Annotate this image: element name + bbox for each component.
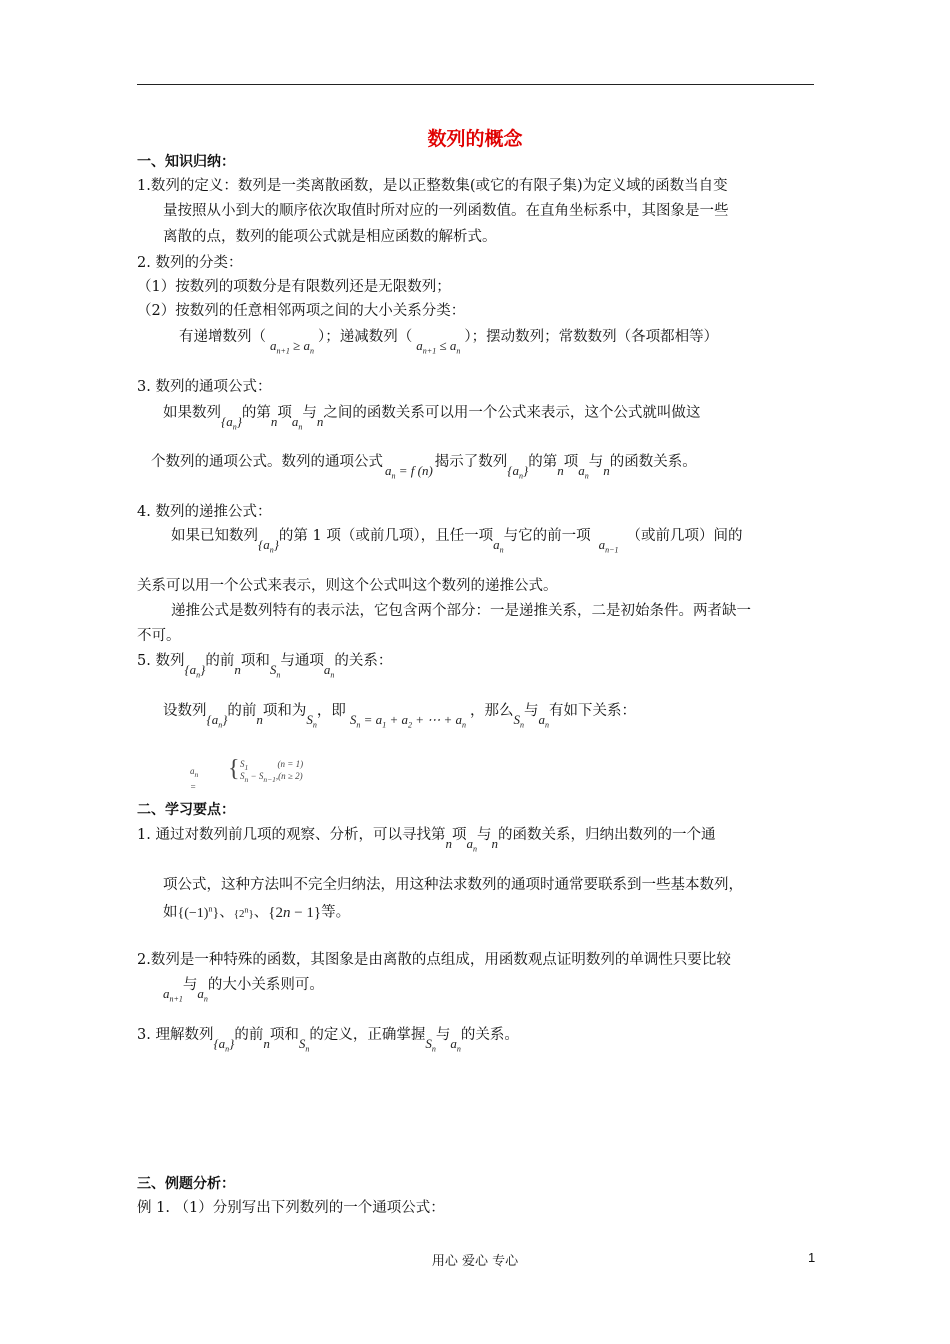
text-fragment: 项 xyxy=(451,827,467,843)
para-sum-relation-1 xyxy=(163,701,637,730)
formula-sn: $S_n$ xyxy=(425,1036,436,1054)
formula-an: $a_n$ xyxy=(291,414,303,432)
text-fragment: 如果已知数列 xyxy=(171,528,258,544)
brace-icon: { xyxy=(228,756,240,782)
para-key-point-1 xyxy=(137,825,716,854)
formula-an: $a_n$ xyxy=(538,712,550,730)
formula-seq: $\{a_n\}$ xyxy=(213,1036,235,1054)
para-definition-1: 1.数列的定义：数列是一类离散函数，是以正整数集(或它的有限子集)为定义域的函数当自变 xyxy=(137,178,728,194)
text-fragment: 3. 理解数列 xyxy=(137,1027,214,1043)
page-title: 数列的概念 xyxy=(427,128,523,150)
formula-sn: $S_n$ xyxy=(513,712,525,730)
text-fragment: 的函数关系。 xyxy=(609,454,697,470)
para-definition-2: 量按照从小到大的顺序依次取值时所对应的一列函数值。在直角坐标系中，其图象是一些 xyxy=(163,203,729,219)
formula-sn: $S_n$ xyxy=(306,712,317,730)
formula-an-fn: $a_n = f$ (n) xyxy=(385,463,433,481)
formula-odd: {2n − 1} xyxy=(268,904,322,921)
formula-increasing: $a_{n+1} \ge a_n$ xyxy=(270,338,315,356)
text-fragment: 之间的函数关系可以用一个公式来表示，这个公式就叫做这 xyxy=(323,405,701,421)
text-fragment: 设数列 xyxy=(163,703,207,719)
text-fragment: ，即 xyxy=(316,703,346,719)
formula-seq: $\{a_n\}$ xyxy=(507,463,529,481)
para-recurrence-1 xyxy=(171,526,743,555)
text-fragment: ，那么 xyxy=(470,703,514,719)
formula-2-pow: {2$^n$} xyxy=(233,905,254,920)
text-fragment: 的第 xyxy=(241,405,271,421)
formula-seq: $\{a_n\}$ xyxy=(206,712,228,730)
text-fragment: 等。 xyxy=(321,904,351,921)
formula-an: $a_n$ xyxy=(578,463,589,481)
text-fragment: ）；摆动数列；常数数列（各项都相等） xyxy=(464,329,719,345)
footer-motto: 用心 爱心 专心 xyxy=(431,1254,519,1269)
section-1-heading: 一、知识归纳： xyxy=(137,154,235,170)
para-general-term: 3. 数列的通项公式： xyxy=(137,379,272,395)
text-fragment: 有如下关系： xyxy=(549,703,637,719)
formula-an: $a_n$ xyxy=(466,836,477,854)
para-general-term-2 xyxy=(151,452,697,481)
text-fragment: 的前 xyxy=(227,703,257,719)
formula-n: n xyxy=(256,712,263,727)
para-classification: 2. 数列的分类： xyxy=(137,255,243,271)
text-fragment: 如 xyxy=(163,904,178,921)
text-fragment: 、 xyxy=(219,904,234,921)
formula-an-1: $a_{n-1}$ xyxy=(598,537,619,555)
text-fragment: 5. 数列 xyxy=(137,653,185,669)
formula-n: n xyxy=(557,463,564,478)
text-fragment: 的大小关系则可。 xyxy=(207,977,324,993)
text-fragment: （或前几项）间的 xyxy=(626,528,743,544)
text-fragment: 的前 xyxy=(205,653,235,669)
text-fragment: 与 xyxy=(182,977,198,993)
formula-n: n xyxy=(316,414,324,429)
text-fragment: 的函数关系，归纳出数列的一个通 xyxy=(497,827,716,843)
formula-n: n xyxy=(263,1036,270,1051)
para-sum-relation xyxy=(137,651,393,680)
formula-neg1-pow: $\{(-1)^n\}$ xyxy=(177,904,220,921)
text-fragment: 与 xyxy=(588,454,604,470)
text-fragment: 的第 xyxy=(528,454,558,470)
text-fragment: 如果数列 xyxy=(163,405,221,421)
formula-an: $a_n$ xyxy=(197,986,208,1004)
text-fragment: 的关系。 xyxy=(460,1027,519,1043)
text-fragment: 项和 xyxy=(269,1027,299,1043)
formula-seq: $\{a_n\}$ xyxy=(184,662,206,680)
para-classification-3 xyxy=(179,327,719,356)
text-fragment: 与它的前一项 xyxy=(503,528,591,544)
text-fragment: 的关系： xyxy=(334,653,393,669)
formula-sn: $S_n$ xyxy=(269,662,281,680)
formula-an-lhs: $a_n$ = xyxy=(190,766,199,792)
text-fragment: 的前 xyxy=(234,1027,264,1043)
para-general-term-1 xyxy=(163,403,701,432)
para-recurrence-4: 不可。 xyxy=(137,628,181,644)
section-2-heading: 二、学习要点： xyxy=(137,802,235,818)
para-key-point-2: 2.数列是一种特殊的函数，其图象是由离散的点组成，用函数观点证明数列的单调性只要比较 xyxy=(137,952,731,968)
section-3-heading: 三、例题分析： xyxy=(137,1176,235,1192)
text-fragment: 项 xyxy=(563,454,579,470)
formula-decreasing: $a_{n+1} \le a_n$ xyxy=(416,338,461,356)
formula-an: $a_n$ xyxy=(450,1036,461,1054)
para-key-point-2b xyxy=(163,975,324,1004)
formula-an1: $a_{n+1}$ xyxy=(163,986,183,1004)
text-fragment: 项 xyxy=(277,405,292,421)
header-rule xyxy=(137,84,814,85)
text-fragment: 与 xyxy=(524,703,539,719)
para-definition-3: 离散的点，数列的能项公式就是相应函数的解析式。 xyxy=(163,229,497,245)
page-number: 1 xyxy=(808,1250,816,1265)
formula-seq: $\{a_n\}$ xyxy=(258,537,279,555)
formula-n: n xyxy=(445,836,452,851)
para-classification-1: （1）按数列的项数分是有限数列还是无限数列； xyxy=(137,279,451,295)
formula-an: $a_n$ xyxy=(323,662,335,680)
text-fragment: 、 xyxy=(253,904,269,921)
text-fragment: 1. 通过对数列前几项的观察、分析，可以寻找第 xyxy=(137,827,446,843)
text-fragment: 与 xyxy=(435,1027,451,1043)
formula-sn: $S_n$ xyxy=(298,1036,310,1054)
para-key-point-1b: 项公式，这种方法叫不完全归纳法，用这种法求数列的通项时通常要联系到一些基本数列， xyxy=(163,877,743,893)
text-fragment: 项和 xyxy=(240,653,270,669)
para-recurrence: 4. 数列的递推公式： xyxy=(137,504,272,520)
text-fragment: 的第 1 项（或前几项），且任一项 xyxy=(278,528,494,544)
formula-case-2: $S_n - S_{n-1},(n \ge 2)$ xyxy=(240,771,303,784)
formula-an: $a_n$ xyxy=(493,537,504,555)
formula-n: n xyxy=(491,836,498,851)
example-1: 例 1. （1）分别写出下列数列的一个通项公式： xyxy=(137,1200,445,1216)
formula-sn-sum: $S_n = a_1 + a_2$ + ⋯ + $a_n$ xyxy=(349,712,467,730)
para-recurrence-3: 递推公式是数列特有的表示法，它包含两个部分：一是递推关系，二是初始条件。两者缺一 xyxy=(171,603,751,619)
text-fragment: ）；递减数列（ xyxy=(318,329,413,345)
formula-case-1: $S_1$ (n = 1) xyxy=(240,759,304,772)
text-fragment: 与 xyxy=(302,405,317,421)
formula-n: n xyxy=(234,662,241,677)
text-fragment: 有递增数列（ xyxy=(179,329,266,345)
text-fragment: 个数列的通项公式。数列的通项公式 xyxy=(151,454,383,470)
formula-seq: $\{a_n\}$ xyxy=(221,414,242,432)
formula-n: n xyxy=(603,463,610,478)
formula-n: n xyxy=(270,414,278,429)
para-key-point-1c xyxy=(163,899,350,924)
text-fragment: 的定义，正确掌握 xyxy=(309,1027,426,1043)
para-key-point-3 xyxy=(137,1025,519,1054)
text-fragment: 揭示了数列 xyxy=(434,454,508,470)
text-fragment: 与通项 xyxy=(280,653,324,669)
para-classification-2: （2）按数列的任意相邻两项之间的大小关系分类： xyxy=(137,303,466,319)
text-fragment: 项和为 xyxy=(262,703,307,719)
text-fragment: 与 xyxy=(476,827,492,843)
para-recurrence-2: 关系可以用一个公式来表示，则这个公式叫这个数列的递推公式。 xyxy=(137,578,558,594)
